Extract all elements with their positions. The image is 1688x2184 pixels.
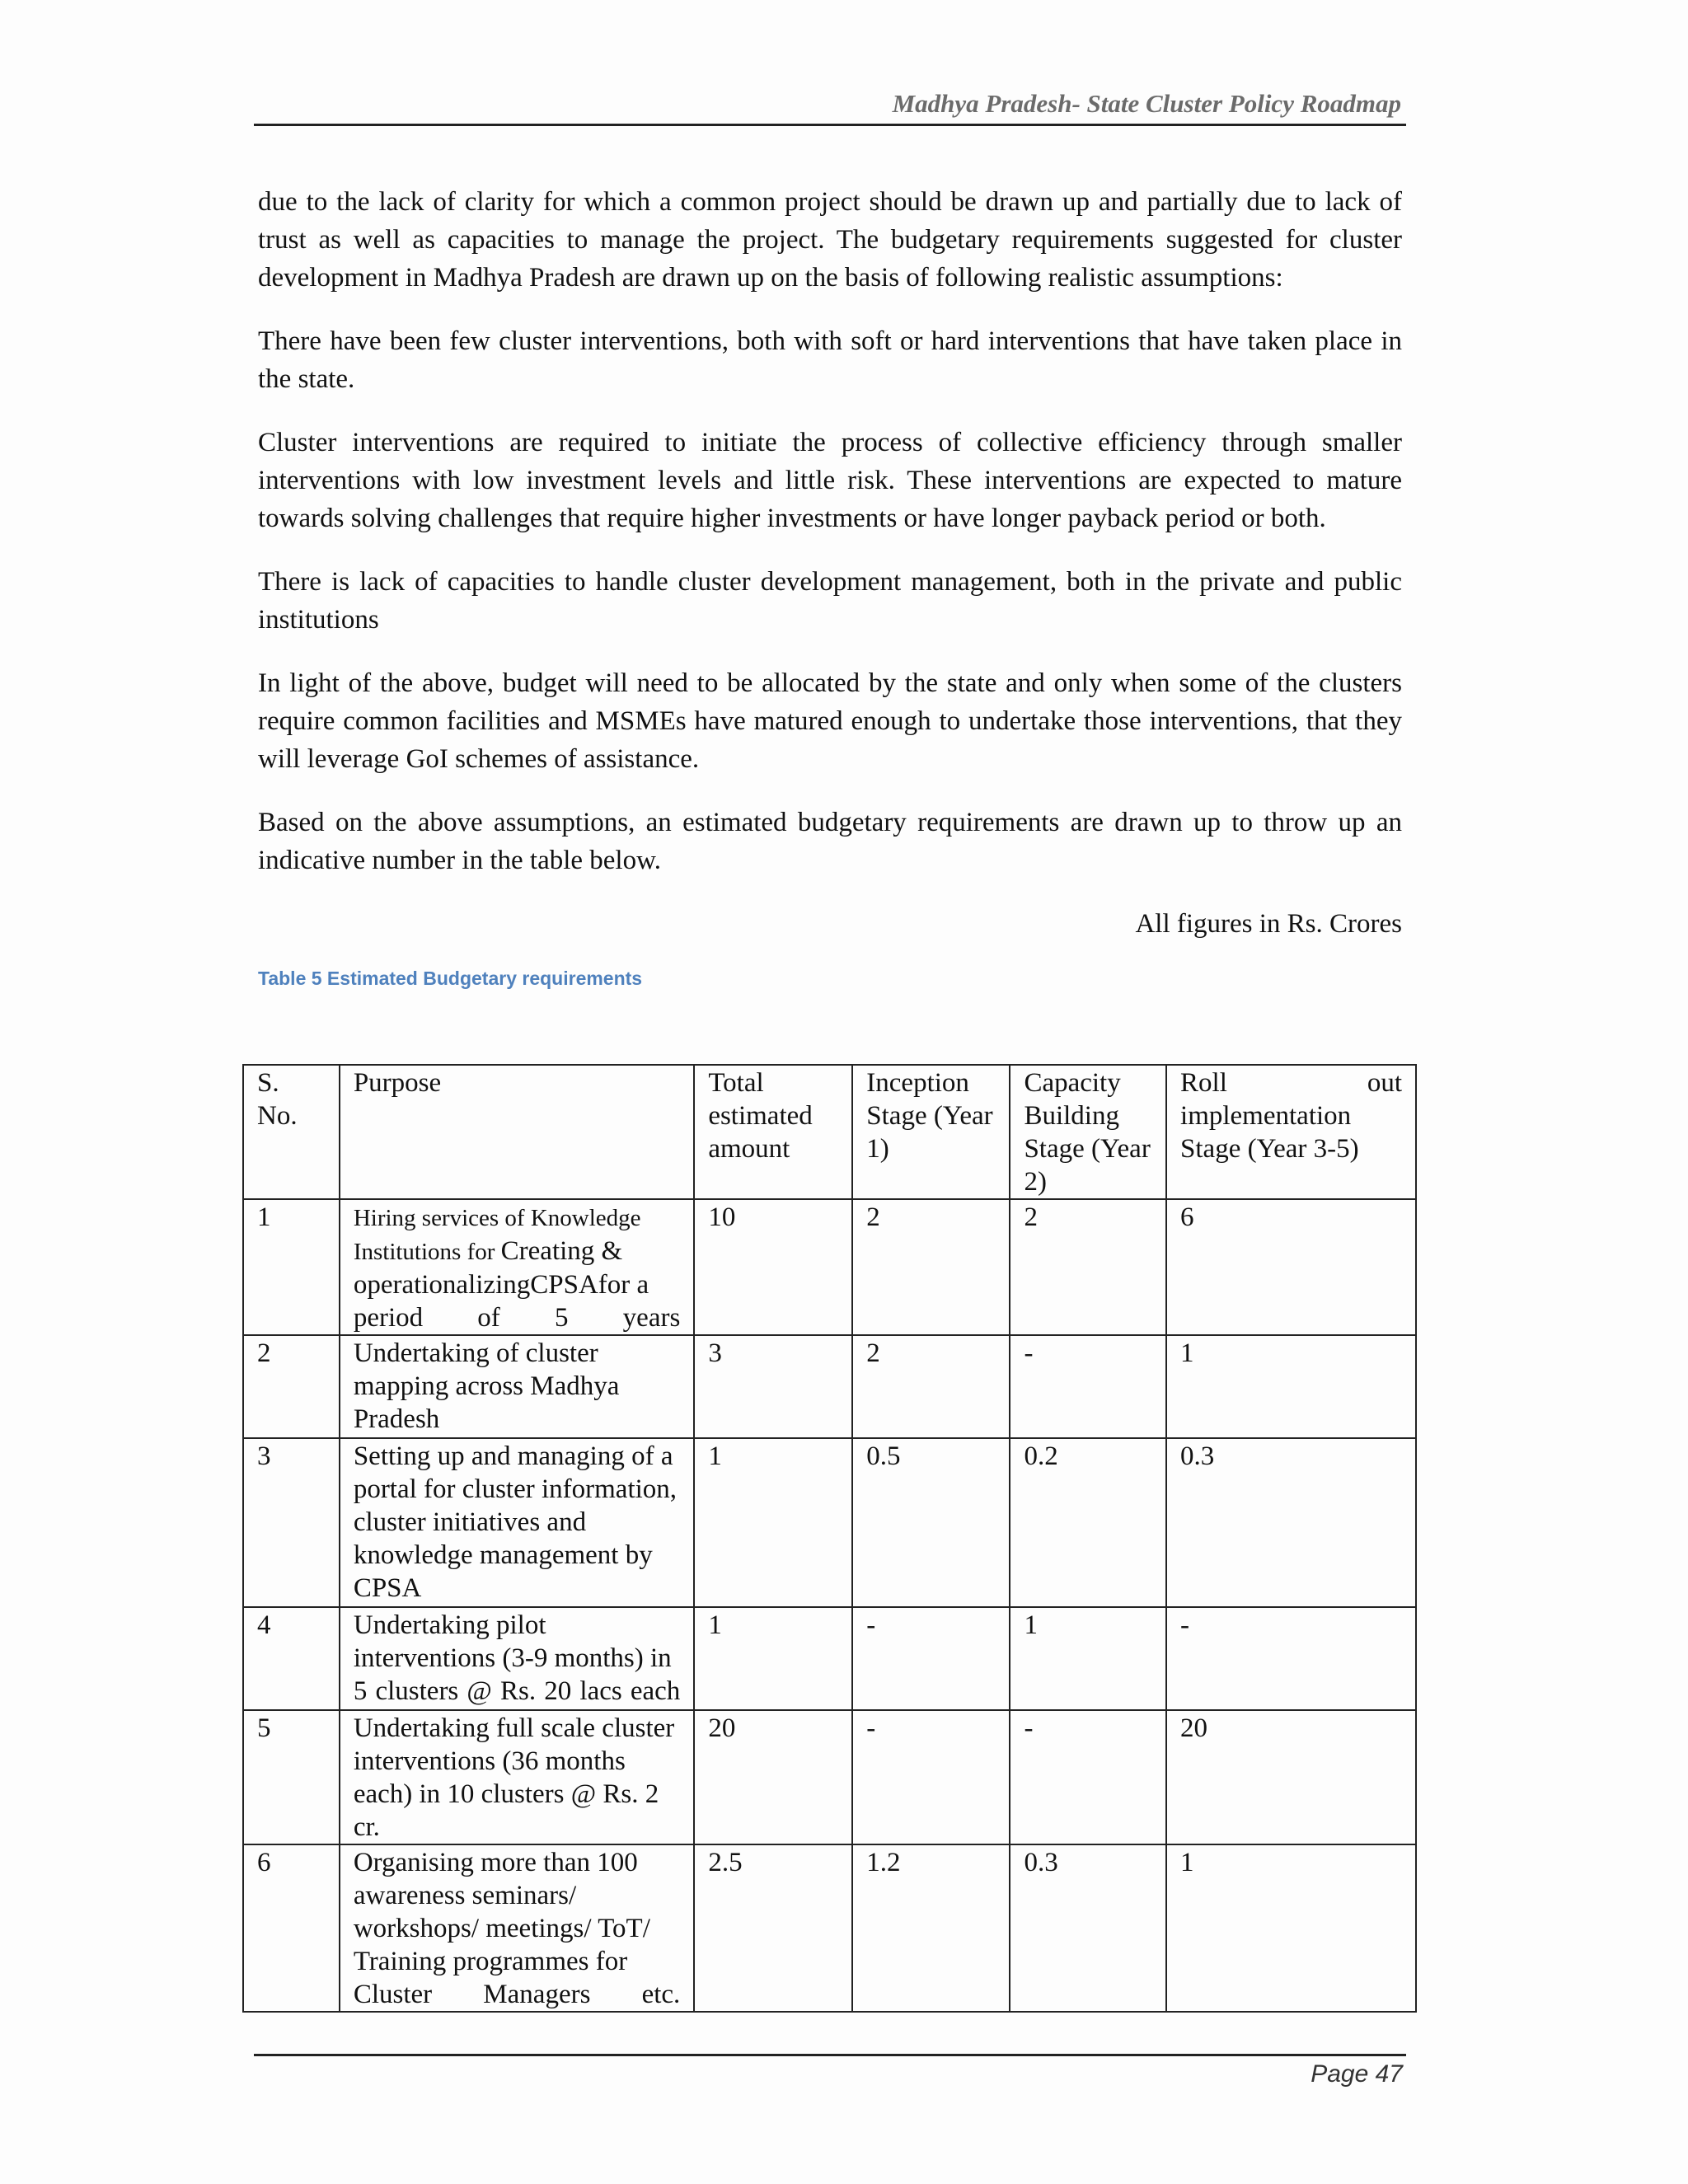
cell-total: 3 xyxy=(694,1335,852,1438)
cell-total: 1 xyxy=(694,1607,852,1710)
cell-purpose-part1: Hiring services of Knowledge Institutions for xyxy=(353,1205,641,1265)
table-row xyxy=(243,1844,1416,2012)
header-rollout-rest: implementation Stage (Year 3-5) xyxy=(1180,1101,1359,1164)
cell-inception: 1.2 xyxy=(852,1844,1010,2012)
cell-sno: 3 xyxy=(243,1438,340,1607)
cell-purpose: Undertaking of cluster mapping across Madhya Pradesh xyxy=(340,1335,695,1438)
table-row xyxy=(243,1438,1416,1607)
cell-rollout: 1 xyxy=(1166,1844,1416,2012)
table-row xyxy=(243,1607,1416,1710)
units-note: All figures in Rs. Crores xyxy=(1135,909,1402,939)
cell-purpose-part2: Creating & operationalizingCPSAfor a period of 5 years xyxy=(353,1236,681,1333)
header-inception: Inception Stage (Year 1) xyxy=(852,1065,1010,1199)
table-row xyxy=(243,1199,1416,1335)
cell-capacity: 2 xyxy=(1010,1199,1166,1335)
cell-inception: - xyxy=(852,1607,1010,1710)
table-row xyxy=(243,1710,1416,1844)
cell-purpose: Undertaking pilot interventions (3-9 months) in 5 clusters @ Rs. 20 lacs each xyxy=(340,1607,695,1710)
cell-purpose: Undertaking full scale cluster interventions (36 months each) in 10 clusters @ Rs. 2 cr. xyxy=(340,1710,695,1844)
cell-purpose xyxy=(340,1199,695,1335)
cell-rollout: - xyxy=(1166,1607,1416,1710)
header-rollout xyxy=(1166,1065,1416,1199)
cell-sno: 4 xyxy=(243,1607,340,1710)
paragraph: due to the lack of clarity for which a common project should be drawn up and partially due to lack of trust as well as capacities to manage the project. The budgetary requirements suggested for cluster development in Madhya Pradesh are drawn up on the basis of following realistic assumptions: xyxy=(258,187,1402,293)
paragraph: In light of the above, budget will need to be allocated by the state and only when some of the clusters require common facilities and MSMEs have matured enough to undertake those interventions, that they will leverage GoI schemes of assistance. xyxy=(258,668,1402,774)
cell-total: 20 xyxy=(694,1710,852,1844)
paragraph: Cluster interventions are required to initiate the process of collective efficiency through smaller interventions with low investment levels and little risk. These interventions are expected to mature towards solving challenges that require higher investments or have longer payback period or both. xyxy=(258,428,1402,533)
paragraph: Based on the above assumptions, an estimated budgetary requirements are drawn up to throw up an indicative number in the table below. xyxy=(258,808,1402,875)
table-header-row xyxy=(243,1065,1416,1199)
cell-capacity: 0.3 xyxy=(1010,1844,1166,2012)
footer-rule xyxy=(254,2054,1406,2056)
paragraph: There have been few cluster interventions, both with soft or hard interventions that have taken place in the state. xyxy=(258,326,1402,394)
cell-rollout: 20 xyxy=(1166,1710,1416,1844)
cell-total: 10 xyxy=(694,1199,852,1335)
budget-table xyxy=(242,1064,1417,2013)
page-number: Page 47 xyxy=(1311,2060,1403,2088)
cell-sno: 5 xyxy=(243,1710,340,1844)
header-capacity: Capacity Building Stage (Year 2) xyxy=(1010,1065,1166,1199)
header-total: Total estimated amount xyxy=(694,1065,852,1199)
cell-capacity: 1 xyxy=(1010,1607,1166,1710)
cell-sno: 6 xyxy=(243,1844,340,2012)
cell-capacity: 0.2 xyxy=(1010,1438,1166,1607)
cell-inception: - xyxy=(852,1710,1010,1844)
cell-inception: 2 xyxy=(852,1335,1010,1438)
cell-total: 1 xyxy=(694,1438,852,1607)
running-header-title: Madhya Pradesh- State Cluster Policy Roadmap xyxy=(892,89,1401,118)
cell-inception: 0.5 xyxy=(852,1438,1010,1607)
cell-rollout: 6 xyxy=(1166,1199,1416,1335)
cell-inception: 2 xyxy=(852,1199,1010,1335)
cell-sno: 2 xyxy=(243,1335,340,1438)
cell-capacity: - xyxy=(1010,1335,1166,1438)
header-sno: S. No. xyxy=(243,1065,340,1199)
table-caption: Table 5 Estimated Budgetary requirements xyxy=(258,968,643,989)
header-rollout-word1: Roll xyxy=(1180,1068,1227,1098)
header-purpose: Purpose xyxy=(340,1065,695,1199)
body-text xyxy=(258,183,1402,1014)
cell-purpose: Organising more than 100 awareness seminars/ workshops/ meetings/ ToT/ Training programmes for Cluster Managers etc. xyxy=(340,1844,695,2012)
header-rule xyxy=(254,124,1406,126)
cell-total: 2.5 xyxy=(694,1844,852,2012)
cell-sno: 1 xyxy=(243,1199,340,1335)
table-row xyxy=(243,1335,1416,1438)
cell-rollout: 0.3 xyxy=(1166,1438,1416,1607)
paragraph: There is lack of capacities to handle cluster development management, both in the private and public institutions xyxy=(258,567,1402,635)
cell-capacity: - xyxy=(1010,1710,1166,1844)
cell-rollout: 1 xyxy=(1166,1335,1416,1438)
header-rollout-word2: out xyxy=(1367,1068,1402,1098)
cell-purpose: Setting up and managing of a portal for cluster information, cluster initiatives and knowledge management by CPSA xyxy=(340,1438,695,1607)
